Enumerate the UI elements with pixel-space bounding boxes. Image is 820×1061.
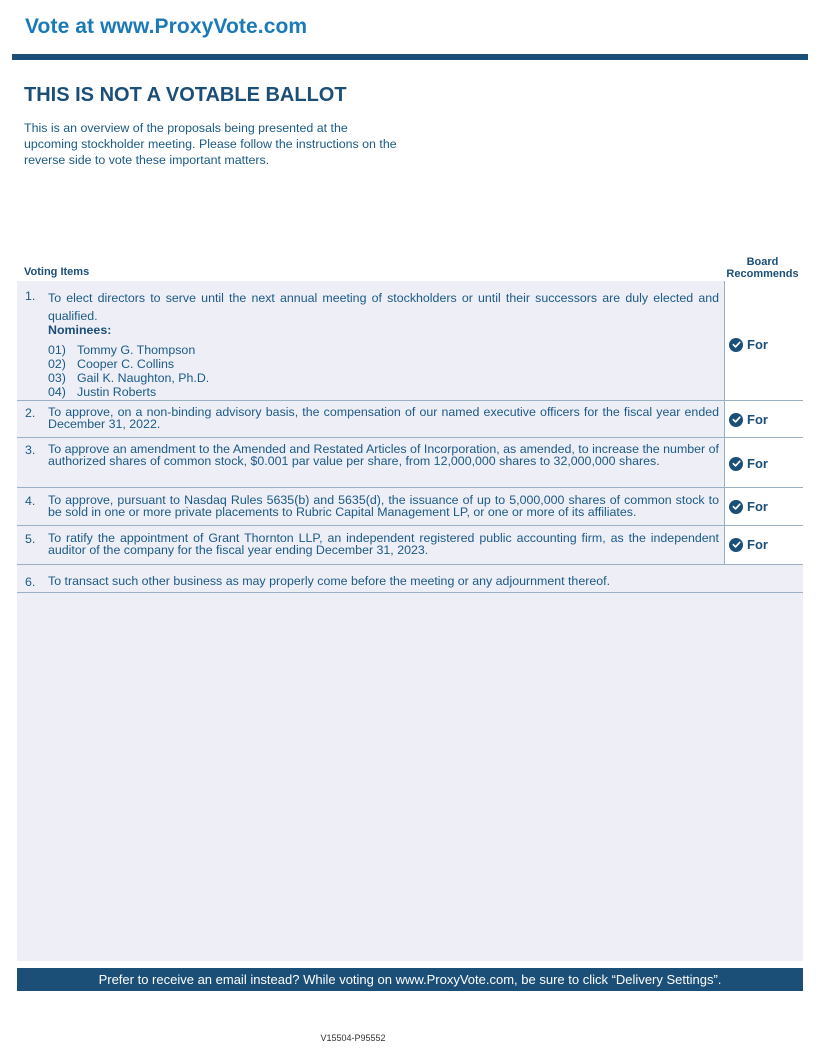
header-divider (12, 54, 808, 60)
recommendation-for (729, 412, 768, 427)
recommendation-cell (724, 526, 804, 564)
nominee-name: Justin Roberts (77, 385, 157, 399)
voting-item-3 (17, 438, 803, 488)
recommendation-cell (724, 438, 804, 487)
recommendation-for (729, 456, 768, 471)
intro-text: This is an overview of the proposals being presented at the upcoming stockholder meeting. Please follow the instructions on the reverse side to vote these important matters. (24, 121, 397, 167)
check-circle-icon (729, 457, 743, 471)
recommendation-label: For (747, 337, 768, 352)
item-text: To transact such other business as may properly come before the meeting or any adjournment thereof. (48, 574, 611, 588)
check-circle-icon (729, 500, 743, 514)
delivery-settings-banner: Prefer to receive an email instead? While voting on www.ProxyVote.com, be sure to click “Delivery Settings”. (17, 968, 803, 991)
recommendation-for (729, 499, 768, 514)
item-text: To elect directors to serve until the next annual meeting of stockholders or until their successors are duly elected and qualified. (48, 291, 719, 323)
voting-item-4 (17, 488, 803, 526)
item-number: 1. (25, 289, 36, 303)
header-title: Vote at www.ProxyVote.com (25, 15, 308, 38)
recommendation-for (729, 337, 768, 352)
item-number: 2. (25, 406, 36, 420)
item-text: To approve, on a non-binding advisory basis, the compensation of our named executive officers for the fiscal year ended December 31, 2022. (48, 405, 719, 431)
item-text: To approve an amendment to the Amended and Restated Articles of Incorporation, as amended, to increase the number of authorized shares of common stock, $0.001 par value per share, from 12,000,000 shares to 32,000,000 shares. (48, 442, 719, 468)
item-number: 4. (25, 494, 36, 508)
recommendation-label: For (747, 499, 768, 514)
recommendation-label: For (747, 537, 768, 552)
voting-item-6 (17, 565, 803, 593)
nominee-name: Gail K. Naughton, Ph.D. (77, 371, 210, 385)
item-number: 3. (25, 443, 36, 457)
check-circle-icon (729, 413, 743, 427)
item-number: 6. (25, 575, 36, 589)
recommendation-label: For (747, 412, 768, 427)
check-circle-icon (729, 538, 743, 552)
nominee-name: Cooper C. Collins (77, 357, 175, 371)
recommendation-cell (724, 488, 804, 525)
recommendation-cell (724, 401, 804, 437)
nominee-1 (48, 343, 195, 357)
voting-items-header: Voting Items (24, 266, 90, 278)
recommendation-cell (724, 281, 804, 400)
nominee-number: 04) (48, 385, 66, 399)
recommendation-label: For (747, 456, 768, 471)
item-number: 5. (25, 532, 36, 546)
voting-item-5 (17, 526, 803, 565)
nominee-number: 03) (48, 371, 66, 385)
nominee-number: 01) (48, 343, 66, 357)
check-circle-icon (729, 338, 743, 352)
voting-item-1 (17, 281, 803, 401)
nominee-name: Tommy G. Thompson (77, 343, 196, 357)
recommendation-for (729, 537, 768, 552)
item-text: To approve, pursuant to Nasdaq Rules 5635(b) and 5635(d), the issuance of up to 5,000,000 shares of common stock to be sold in one or more private placements to Rubric Capital Management LP, or one or more of its affiliates. (48, 493, 719, 519)
ballot-title: THIS IS NOT A VOTABLE BALLOT (24, 84, 347, 106)
board-recommends-header: Board Recommends (726, 256, 799, 280)
nominees-label: Nominees: (48, 323, 112, 337)
nominee-number: 02) (48, 357, 66, 371)
nominee-2 (48, 357, 174, 371)
document-id: V15504-P95552 (320, 1033, 386, 1043)
nominee-3 (48, 371, 209, 385)
voting-item-2 (17, 401, 803, 438)
item-text: To ratify the appointment of Grant Thornton LLP, an independent registered public accounting firm, as the independent auditor of the company for the fiscal year ending December 31, 2023. (48, 531, 719, 557)
nominee-4 (48, 385, 156, 399)
